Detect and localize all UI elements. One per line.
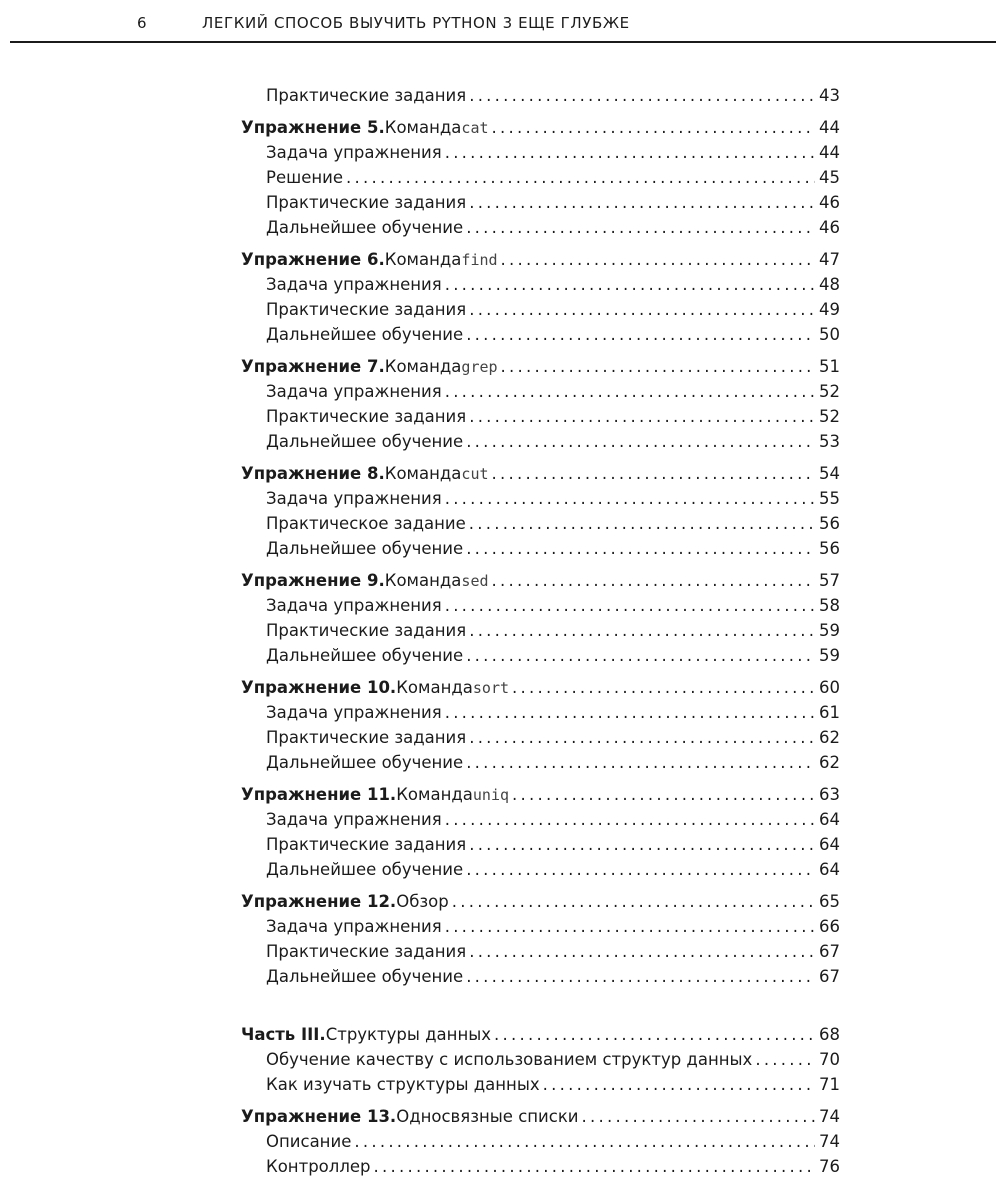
toc-dot-leader	[501, 354, 815, 379]
toc-chapter-group	[241, 354, 840, 454]
toc-page-number: 56	[819, 514, 840, 533]
toc-page-number: 46	[819, 218, 840, 237]
toc-dot-leader	[512, 782, 815, 807]
toc-page-number: 47	[819, 250, 840, 269]
toc-dot-leader	[466, 964, 815, 989]
toc-entry-title: Дальнейшее обучение	[266, 967, 464, 986]
toc-entry-title: Как изучать структуры данных	[266, 1075, 540, 1094]
toc-chapter-group	[241, 782, 840, 882]
toc-page-number: 64	[819, 810, 840, 829]
toc-page-number: 57	[819, 571, 840, 590]
toc-entry-title: Дальнейшее обучение	[266, 860, 464, 879]
toc-entry	[241, 1047, 840, 1072]
toc-entry	[241, 511, 840, 536]
toc-page-number: 66	[819, 917, 840, 936]
toc-heading-title: Структуры данных	[325, 1025, 492, 1044]
toc-entry-title: Задача упражнения	[266, 703, 442, 722]
toc-page-number: 62	[819, 728, 840, 747]
toc-entry-title: Практические задания	[266, 835, 467, 854]
toc-entry	[241, 379, 840, 404]
toc-dot-leader	[492, 461, 815, 486]
toc-entry	[241, 429, 840, 454]
toc-part-group	[241, 1022, 840, 1097]
toc-dot-leader	[445, 700, 815, 725]
toc-entry-title: Задача упражнения	[266, 275, 442, 294]
toc-entry-title: Практические задания	[266, 86, 467, 105]
toc-page-number: 49	[819, 300, 840, 319]
toc-page-number: 52	[819, 407, 840, 426]
toc-dot-leader	[445, 379, 815, 404]
toc-dot-leader	[469, 297, 815, 322]
toc-dot-leader	[466, 536, 815, 561]
toc-page-number: 46	[819, 193, 840, 212]
toc-entry-title: Описание	[266, 1132, 352, 1151]
toc-dot-leader	[466, 857, 815, 882]
toc-chapter-heading	[241, 782, 840, 807]
toc-entry-title: Задача упражнения	[266, 382, 442, 401]
toc-dot-leader	[469, 832, 815, 857]
toc-entry	[241, 857, 840, 882]
toc-dot-leader	[494, 1022, 815, 1047]
toc-entry	[241, 807, 840, 832]
toc-entry-title: Практические задания	[266, 942, 467, 961]
toc-dot-leader	[346, 165, 815, 190]
toc-dot-leader	[469, 83, 815, 108]
toc-chapter-group	[241, 83, 840, 108]
toc-chapter-group	[241, 1104, 840, 1179]
toc-entry-title: Дальнейшее обучение	[266, 646, 464, 665]
toc-heading-label: Упражнение 7.	[241, 357, 385, 376]
toc-entry	[241, 215, 840, 240]
toc-dot-leader	[452, 889, 815, 914]
toc-page-number: 68	[819, 1025, 840, 1044]
toc-page-number: 59	[819, 621, 840, 640]
toc-chapter-group	[241, 247, 840, 347]
toc-dot-leader	[466, 750, 815, 775]
toc-heading-title: Команда	[396, 785, 473, 804]
toc-chapter-group	[241, 461, 840, 561]
toc-dot-leader	[469, 404, 815, 429]
toc-dot-leader	[469, 725, 815, 750]
toc-entry-title: Дальнейшее обучение	[266, 325, 464, 344]
toc-dot-leader	[354, 1129, 815, 1154]
toc-heading-title: Команда	[384, 464, 462, 483]
toc-dot-leader	[492, 115, 815, 140]
toc-heading-title: Односвязные списки	[396, 1107, 579, 1126]
toc-entry	[241, 297, 840, 322]
toc-dot-leader	[469, 939, 815, 964]
toc-entry-title: Решение	[266, 168, 344, 187]
toc-page-number: 43	[819, 86, 840, 105]
toc-chapter-heading	[241, 461, 840, 486]
toc-page-number: 56	[819, 539, 840, 558]
toc-page-number: 50	[819, 325, 840, 344]
toc-entry	[241, 190, 840, 215]
toc-heading-label: Упражнение 8.	[241, 464, 385, 483]
toc-heading-label: Упражнение 9.	[241, 571, 385, 590]
toc-page-number: 74	[819, 1132, 840, 1151]
toc-entry	[241, 750, 840, 775]
toc-page-number: 74	[819, 1107, 840, 1126]
toc-chapter-heading	[241, 675, 840, 700]
toc-page-number: 59	[819, 646, 840, 665]
toc-page-number: 63	[819, 785, 840, 804]
toc-dot-leader	[466, 322, 815, 347]
toc-entry-title: Дальнейшее обучение	[266, 432, 464, 451]
toc-entry	[241, 165, 840, 190]
toc-entry-title: Дальнейшее обучение	[266, 539, 464, 558]
toc-chapter-group	[241, 889, 840, 989]
toc-page-number: 52	[819, 382, 840, 401]
toc-page-number: 64	[819, 860, 840, 879]
toc-chapter-heading	[241, 115, 840, 140]
toc-entry	[241, 593, 840, 618]
toc-dot-leader	[582, 1104, 815, 1129]
toc-heading-label: Упражнение 6.	[241, 250, 385, 269]
toc-dot-leader	[445, 272, 815, 297]
toc-dot-leader	[466, 429, 815, 454]
toc-entry-title: Задача упражнения	[266, 489, 442, 508]
toc-chapter-heading	[241, 568, 840, 593]
toc-heading-command: cat	[461, 119, 489, 137]
toc-entry	[241, 536, 840, 561]
toc-dot-leader	[445, 807, 815, 832]
toc-heading-label: Часть III.	[241, 1025, 326, 1044]
toc-entry	[241, 725, 840, 750]
toc-page-number: 70	[819, 1050, 840, 1069]
toc-entry-title: Практические задания	[266, 193, 467, 212]
toc-heading-title: Команда	[384, 250, 462, 269]
toc-page-number: 60	[819, 678, 840, 697]
toc-chapter-group	[241, 675, 840, 775]
toc-entry-title: Практические задания	[266, 407, 467, 426]
toc-page-number: 65	[819, 892, 840, 911]
toc-entry	[241, 486, 840, 511]
toc-heading-command: sed	[461, 572, 489, 590]
toc-dot-leader	[469, 511, 815, 536]
toc-heading-label: Упражнение 5.	[241, 118, 385, 137]
toc-chapter-heading	[241, 247, 840, 272]
toc-entry	[241, 939, 840, 964]
toc-heading-title: Команда	[396, 678, 473, 697]
toc-entry-title: Задача упражнения	[266, 596, 442, 615]
toc-heading-command: sort	[472, 679, 510, 697]
toc-page-number: 76	[819, 1157, 840, 1176]
toc-page-number: 71	[819, 1075, 840, 1094]
toc-page-number: 53	[819, 432, 840, 451]
toc-dot-leader	[543, 1072, 815, 1097]
toc-heading-command: find	[461, 251, 498, 269]
toc-entry-title: Обучение качеству с использованием структур данных	[266, 1050, 753, 1069]
toc-page-number: 45	[819, 168, 840, 187]
table-of-contents	[241, 83, 840, 1186]
page-header	[0, 0, 1007, 44]
toc-chapter-heading	[241, 889, 840, 914]
toc-page-number: 62	[819, 753, 840, 772]
toc-entry	[241, 914, 840, 939]
toc-page-number: 54	[819, 464, 840, 483]
toc-entry	[241, 272, 840, 297]
toc-entry	[241, 1129, 840, 1154]
toc-entry	[241, 83, 840, 108]
toc-page-number: 44	[819, 143, 840, 162]
toc-dot-leader	[466, 643, 815, 668]
toc-entry	[241, 700, 840, 725]
toc-entry	[241, 322, 840, 347]
toc-heading-label: Упражнение 10.	[241, 678, 397, 697]
toc-entry	[241, 643, 840, 668]
toc-entry-title: Задача упражнения	[266, 810, 442, 829]
toc-chapter-group	[241, 115, 840, 240]
toc-dot-leader	[445, 914, 815, 939]
toc-entry-title: Дальнейшее обучение	[266, 753, 464, 772]
toc-entry	[241, 140, 840, 165]
toc-page-number: 61	[819, 703, 840, 722]
toc-heading-command: cut	[461, 465, 489, 483]
toc-page-number: 55	[819, 489, 840, 508]
toc-dot-leader	[469, 618, 815, 643]
toc-page-number: 51	[819, 357, 840, 376]
toc-page-number: 64	[819, 835, 840, 854]
toc-entry	[241, 1072, 840, 1097]
toc-entry-title: Дальнейшее обучение	[266, 218, 464, 237]
toc-page-number: 67	[819, 942, 840, 961]
toc-heading-title: Команда	[384, 357, 462, 376]
toc-heading-title: Обзор	[396, 892, 449, 911]
toc-entry-title: Практическое задание	[266, 514, 466, 533]
toc-heading-title: Команда	[384, 118, 462, 137]
toc-heading-label: Упражнение 12.	[241, 892, 397, 911]
toc-dot-leader	[755, 1047, 815, 1072]
toc-heading-command: uniq	[472, 786, 510, 804]
toc-dot-leader	[445, 140, 815, 165]
toc-entry	[241, 964, 840, 989]
toc-entry-title: Контроллер	[266, 1157, 371, 1176]
toc-entry-title: Практические задания	[266, 300, 467, 319]
toc-page-number: 58	[819, 596, 840, 615]
toc-heading-label: Упражнение 13.	[241, 1107, 397, 1126]
toc-entry	[241, 832, 840, 857]
toc-dot-leader	[466, 215, 815, 240]
toc-dot-leader	[445, 593, 815, 618]
toc-part-heading	[241, 1022, 840, 1047]
toc-chapter-heading	[241, 354, 840, 379]
toc-dot-leader	[445, 486, 815, 511]
toc-dot-leader	[469, 190, 815, 215]
toc-dot-leader	[512, 675, 815, 700]
toc-chapter-heading	[241, 1104, 840, 1129]
toc-entry-title: Задача упражнения	[266, 143, 442, 162]
toc-dot-leader	[501, 247, 815, 272]
toc-page-number: 48	[819, 275, 840, 294]
page-number: 6	[137, 14, 147, 32]
toc-entry-title: Практические задания	[266, 621, 467, 640]
toc-chapter-group	[241, 568, 840, 668]
toc-heading-title: Команда	[384, 571, 462, 590]
toc-entry	[241, 618, 840, 643]
toc-page-number: 44	[819, 118, 840, 137]
toc-entry	[241, 1154, 840, 1179]
toc-dot-leader	[374, 1154, 816, 1179]
toc-heading-command: grep	[461, 358, 498, 376]
toc-entry	[241, 404, 840, 429]
toc-entry-title: Практические задания	[266, 728, 467, 747]
toc-heading-label: Упражнение 11.	[241, 785, 397, 804]
toc-entry-title: Задача упражнения	[266, 917, 442, 936]
header-divider	[10, 41, 996, 43]
toc-dot-leader	[492, 568, 815, 593]
running-title: ЛЕГКИЙ СПОСОБ ВЫУЧИТЬ PYTHON 3 ЕЩЕ ГЛУБЖЕ	[202, 14, 630, 32]
toc-page-number: 67	[819, 967, 840, 986]
